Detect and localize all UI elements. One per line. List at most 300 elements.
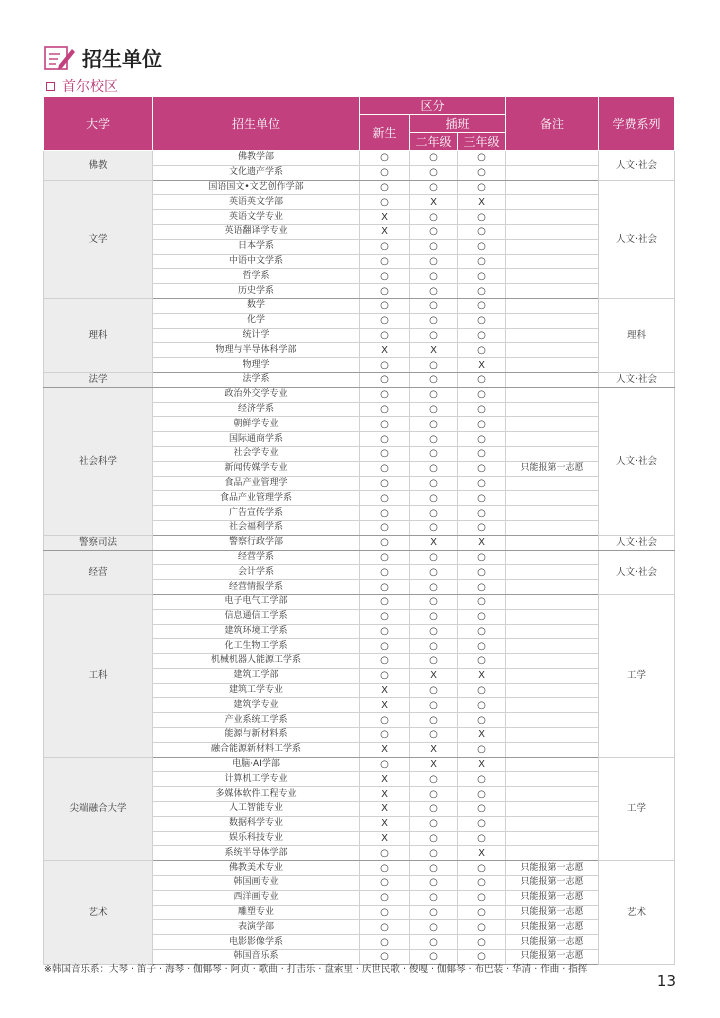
new-student-cell: ○ [360,624,410,639]
year2-cell: ○ [410,520,458,535]
note-cell [506,284,599,299]
new-student-cell: ○ [360,861,410,876]
year2-cell: X [410,343,458,358]
year3-cell: ○ [458,491,506,506]
new-student-cell: X [360,742,410,757]
year2-cell: ○ [410,565,458,580]
year2-cell: ○ [410,609,458,624]
new-student-cell: ○ [360,876,410,891]
note-cell [506,491,599,506]
year2-cell: X [410,535,458,550]
year3-cell: ○ [458,254,506,269]
university-cell: 尖端融合大学 [44,757,153,861]
year2-cell: ○ [410,624,458,639]
year3-cell: ○ [458,476,506,491]
new-student-cell: ○ [360,358,410,373]
year2-cell: X [410,742,458,757]
university-cell: 理科 [44,298,153,372]
year3-cell: ○ [458,639,506,654]
unit-cell: 英语文学专业 [153,210,360,225]
year3-cell: ○ [458,861,506,876]
new-student-cell: ○ [360,920,410,935]
unit-cell: 新闻传媒学专业 [153,461,360,476]
note-cell: 只能报第一志愿 [506,461,599,476]
year2-cell: ○ [410,165,458,180]
note-cell [506,802,599,817]
note-cell [506,683,599,698]
new-student-cell: ○ [360,935,410,950]
new-student-cell: ○ [360,195,410,210]
year3-cell: ○ [458,520,506,535]
new-student-cell: ○ [360,905,410,920]
unit-cell: 建筑工学部 [153,668,360,683]
note-cell [506,742,599,757]
unit-cell: 日本学系 [153,239,360,254]
year2-cell: ○ [410,284,458,299]
new-student-cell: ○ [360,520,410,535]
note-cell [506,594,599,609]
new-student-cell: ○ [360,476,410,491]
year3-cell: ○ [458,387,506,402]
unit-cell: 会计学系 [153,565,360,580]
new-student-cell: ○ [360,328,410,343]
table-row [44,298,675,313]
year3-cell: ○ [458,298,506,313]
year3-cell: ○ [458,402,506,417]
new-student-cell: ○ [360,580,410,595]
note-cell [506,358,599,373]
campus-label: 首尔校区 [62,79,118,95]
year2-cell: ○ [410,372,458,387]
year3-cell: ○ [458,372,506,387]
year2-cell: ○ [410,224,458,239]
year3-cell: ○ [458,713,506,728]
unit-cell: 广告宣传学系 [153,506,360,521]
col-header-unit: 招生单位 [153,97,360,151]
unit-cell: 数据科学专业 [153,816,360,831]
square-bullet-icon [46,82,55,91]
note-cell [506,831,599,846]
unit-cell: 佛教学部 [153,151,360,166]
note-cell [506,668,599,683]
unit-cell: 电脑·AI学部 [153,757,360,772]
year2-cell: ○ [410,180,458,195]
note-cell: 只能报第一志愿 [506,890,599,905]
year2-cell: ○ [410,890,458,905]
year2-cell: ○ [410,328,458,343]
year3-cell: ○ [458,890,506,905]
new-student-cell: ○ [360,372,410,387]
university-cell: 艺术 [44,861,153,965]
new-student-cell: ○ [360,461,410,476]
note-cell [506,698,599,713]
year2-cell: ○ [410,713,458,728]
unit-cell: 物理学 [153,358,360,373]
col-header-transfer: 插班 [410,115,506,133]
note-cell [506,269,599,284]
new-student-cell: ○ [360,446,410,461]
unit-cell: 英语英文学部 [153,195,360,210]
note-cell [506,239,599,254]
unit-cell: 佛教美术专业 [153,861,360,876]
new-student-cell: ○ [360,313,410,328]
new-student-cell: X [360,698,410,713]
year3-cell: ○ [458,432,506,447]
note-cell [506,180,599,195]
year3-cell: X [458,846,506,861]
year3-cell: ○ [458,920,506,935]
year2-cell: ○ [410,358,458,373]
university-cell: 文学 [44,180,153,298]
year3-cell: ○ [458,831,506,846]
unit-cell: 建筑环境工学系 [153,624,360,639]
unit-cell: 产业系统工学系 [153,713,360,728]
table-row [44,180,675,195]
unit-cell: 文化遗产学系 [153,165,360,180]
year3-cell: ○ [458,609,506,624]
university-cell: 佛教 [44,151,153,181]
pencil-note-icon [44,43,76,71]
unit-cell: 法学系 [153,372,360,387]
year2-cell: ○ [410,461,458,476]
fee-category-cell: 人文·社会 [599,535,675,550]
new-student-cell: ○ [360,491,410,506]
note-cell [506,565,599,580]
year3-cell: ○ [458,239,506,254]
fee-category-cell: 人文·社会 [599,180,675,298]
year2-cell: ○ [410,446,458,461]
note-cell [506,372,599,387]
year3-cell: ○ [458,506,506,521]
year2-cell: ○ [410,432,458,447]
year3-cell: ○ [458,935,506,950]
note-cell [506,343,599,358]
year2-cell: ○ [410,417,458,432]
new-student-cell: X [360,787,410,802]
new-student-cell: ○ [360,402,410,417]
year2-cell: ○ [410,935,458,950]
unit-cell: 建筑工学专业 [153,683,360,698]
unit-cell: 信息通信工学系 [153,609,360,624]
new-student-cell: ○ [360,890,410,905]
fee-category-cell: 理科 [599,298,675,372]
unit-cell: 社会学专业 [153,446,360,461]
page-number: 13 [656,972,676,990]
new-student-cell: ○ [360,432,410,447]
unit-cell: 经济学系 [153,402,360,417]
new-student-cell: X [360,816,410,831]
note-cell: 只能报第一志愿 [506,905,599,920]
year2-cell: ○ [410,698,458,713]
new-student-cell: ○ [360,269,410,284]
new-student-cell: X [360,772,410,787]
year2-cell: X [410,757,458,772]
unit-cell: 雕塑专业 [153,905,360,920]
col-header-year2: 二年级 [410,133,458,151]
unit-cell: 西洋画专业 [153,890,360,905]
col-header-note: 备注 [506,97,599,151]
year3-cell: ○ [458,772,506,787]
fee-category-cell: 人文·社会 [599,387,675,535]
unit-cell: 表演学部 [153,920,360,935]
new-student-cell: ○ [360,298,410,313]
new-student-cell: X [360,802,410,817]
note-cell [506,165,599,180]
new-student-cell: ○ [360,535,410,550]
year2-cell: ○ [410,594,458,609]
year3-cell: ○ [458,269,506,284]
year3-cell: ○ [458,742,506,757]
unit-cell: 人工智能专业 [153,802,360,817]
fee-category-cell: 人文·社会 [599,372,675,387]
year2-cell: X [410,668,458,683]
unit-cell: 英语翻译学专业 [153,224,360,239]
table-row [44,535,675,550]
year2-cell: ○ [410,772,458,787]
note-cell [506,772,599,787]
note-cell [506,254,599,269]
year2-cell: ○ [410,654,458,669]
year2-cell: ○ [410,846,458,861]
new-student-cell: ○ [360,417,410,432]
unit-cell: 经营学系 [153,550,360,565]
unit-cell: 警察行政学部 [153,535,360,550]
year2-cell: ○ [410,210,458,225]
note-cell [506,624,599,639]
year3-cell: ○ [458,905,506,920]
note-cell [506,787,599,802]
unit-cell: 食品产业管理学 [153,476,360,491]
note-cell [506,520,599,535]
unit-cell: 韩国音乐系 [153,950,360,965]
new-student-cell: ○ [360,239,410,254]
unit-cell: 社会福利学系 [153,520,360,535]
year2-cell: ○ [410,816,458,831]
col-header-division: 区分 [360,97,506,115]
unit-cell: 电子电气工学部 [153,594,360,609]
year3-cell: ○ [458,165,506,180]
campus-heading [46,76,118,96]
year2-cell: ○ [410,550,458,565]
unit-cell: 能源与新材料系 [153,728,360,743]
section-header [44,42,162,72]
year2-cell: ○ [410,254,458,269]
new-student-cell: X [360,831,410,846]
unit-cell: 建筑学专业 [153,698,360,713]
new-student-cell: ○ [360,713,410,728]
unit-cell: 数学 [153,298,360,313]
table-row [44,550,675,565]
year2-cell: ○ [410,728,458,743]
col-header-university: 大学 [44,97,153,151]
year2-cell: ○ [410,402,458,417]
new-student-cell: ○ [360,387,410,402]
year2-cell: X [410,195,458,210]
year3-cell: ○ [458,876,506,891]
year3-cell: ○ [458,284,506,299]
note-cell [506,846,599,861]
year3-cell: ○ [458,580,506,595]
note-cell: 只能报第一志愿 [506,876,599,891]
year2-cell: ○ [410,831,458,846]
unit-cell: 系统半导体学部 [153,846,360,861]
new-student-cell: X [360,683,410,698]
year2-cell: ○ [410,387,458,402]
new-student-cell: ○ [360,550,410,565]
fee-category-cell: 人文·社会 [599,550,675,594]
unit-cell: 机械机器人能源工学系 [153,654,360,669]
year3-cell: X [458,728,506,743]
table-row [44,861,675,876]
year3-cell: X [458,668,506,683]
note-cell [506,476,599,491]
university-cell: 社会科学 [44,387,153,535]
table-body [44,151,675,965]
unit-cell: 物理与半导体科学部 [153,343,360,358]
note-cell [506,417,599,432]
year3-cell: ○ [458,180,506,195]
new-student-cell: ○ [360,757,410,772]
unit-cell: 国语国文•文艺创作学部 [153,180,360,195]
unit-cell: 国际通商学系 [153,432,360,447]
year3-cell: ○ [458,624,506,639]
unit-cell: 食品产业管理学系 [153,491,360,506]
table-row [44,151,675,166]
fee-category-cell: 艺术 [599,861,675,965]
year2-cell: ○ [410,476,458,491]
note-cell: 只能报第一志愿 [506,935,599,950]
year2-cell: ○ [410,861,458,876]
new-student-cell: ○ [360,668,410,683]
unit-cell: 融合能源新材料工学系 [153,742,360,757]
col-header-year3: 三年级 [458,133,506,151]
new-student-cell: X [360,210,410,225]
year2-cell: ○ [410,683,458,698]
unit-cell: 娱乐科技专业 [153,831,360,846]
year3-cell: ○ [458,313,506,328]
fee-category-cell: 人文·社会 [599,151,675,181]
note-cell [506,313,599,328]
year3-cell: X [458,535,506,550]
year3-cell: ○ [458,654,506,669]
note-cell [506,298,599,313]
note-cell [506,210,599,225]
new-student-cell: ○ [360,565,410,580]
year3-cell: ○ [458,151,506,166]
year3-cell: ○ [458,565,506,580]
year3-cell: ○ [458,446,506,461]
col-header-fee: 学费系列 [599,97,675,151]
new-student-cell: ○ [360,728,410,743]
note-cell [506,713,599,728]
new-student-cell: ○ [360,846,410,861]
note-cell [506,550,599,565]
year2-cell: ○ [410,802,458,817]
university-cell: 工科 [44,594,153,757]
year3-cell: X [458,757,506,772]
year3-cell: X [458,358,506,373]
year3-cell: ○ [458,698,506,713]
new-student-cell: ○ [360,594,410,609]
year3-cell: ○ [458,343,506,358]
year2-cell: ○ [410,639,458,654]
new-student-cell: ○ [360,506,410,521]
note-cell [506,639,599,654]
note-cell [506,654,599,669]
year2-cell: ○ [410,239,458,254]
admission-table [43,96,675,965]
note-cell [506,728,599,743]
unit-cell: 化工生物工学系 [153,639,360,654]
unit-cell: 哲学系 [153,269,360,284]
year2-cell: ○ [410,506,458,521]
new-student-cell: ○ [360,165,410,180]
year3-cell: ○ [458,224,506,239]
new-student-cell: ○ [360,609,410,624]
year3-cell: X [458,195,506,210]
unit-cell: 计算机工学专业 [153,772,360,787]
year3-cell: ○ [458,816,506,831]
unit-cell: 经营情报学系 [153,580,360,595]
year3-cell: ○ [458,550,506,565]
note-cell: 只能报第一志愿 [506,920,599,935]
note-cell [506,609,599,624]
university-cell: 法学 [44,372,153,387]
year3-cell: ○ [458,683,506,698]
page-title: 招生单位 [82,46,162,71]
note-cell [506,432,599,447]
unit-cell: 化学 [153,313,360,328]
note-cell [506,151,599,166]
university-cell: 经营 [44,550,153,594]
year2-cell: ○ [410,313,458,328]
note-cell: 只能报第一志愿 [506,950,599,965]
col-header-new: 新生 [360,115,410,151]
year2-cell: ○ [410,905,458,920]
unit-cell: 中语中文学系 [153,254,360,269]
table-row [44,757,675,772]
footnote: ※韩国音乐系：大琴 · 笛子 · 海琴 · 伽倻琴 · 阿贞 · 歌曲 · 打击乐 · 盘索里 · 庆世民歌 · 俊嘎 · 伽倻琴 · 布巴装 · 华清 · 作曲 · 指挥 [44,964,588,975]
table-row [44,372,675,387]
unit-cell: 政治外交学专业 [153,387,360,402]
unit-cell: 历史学系 [153,284,360,299]
note-cell [506,328,599,343]
year3-cell: ○ [458,328,506,343]
year3-cell: ○ [458,950,506,965]
new-student-cell: ○ [360,254,410,269]
year2-cell: ○ [410,787,458,802]
unit-cell: 韩国画专业 [153,876,360,891]
unit-cell: 多媒体软件工程专业 [153,787,360,802]
year2-cell: ○ [410,876,458,891]
note-cell [506,506,599,521]
note-cell [506,535,599,550]
note-cell [506,757,599,772]
year2-cell: ○ [410,580,458,595]
new-student-cell: X [360,343,410,358]
table-row [44,387,675,402]
note-cell [506,195,599,210]
note-cell [506,387,599,402]
university-cell: 警察司法 [44,535,153,550]
new-student-cell: ○ [360,950,410,965]
new-student-cell: ○ [360,151,410,166]
new-student-cell: ○ [360,180,410,195]
year3-cell: ○ [458,210,506,225]
new-student-cell: ○ [360,654,410,669]
year3-cell: ○ [458,802,506,817]
new-student-cell: ○ [360,284,410,299]
